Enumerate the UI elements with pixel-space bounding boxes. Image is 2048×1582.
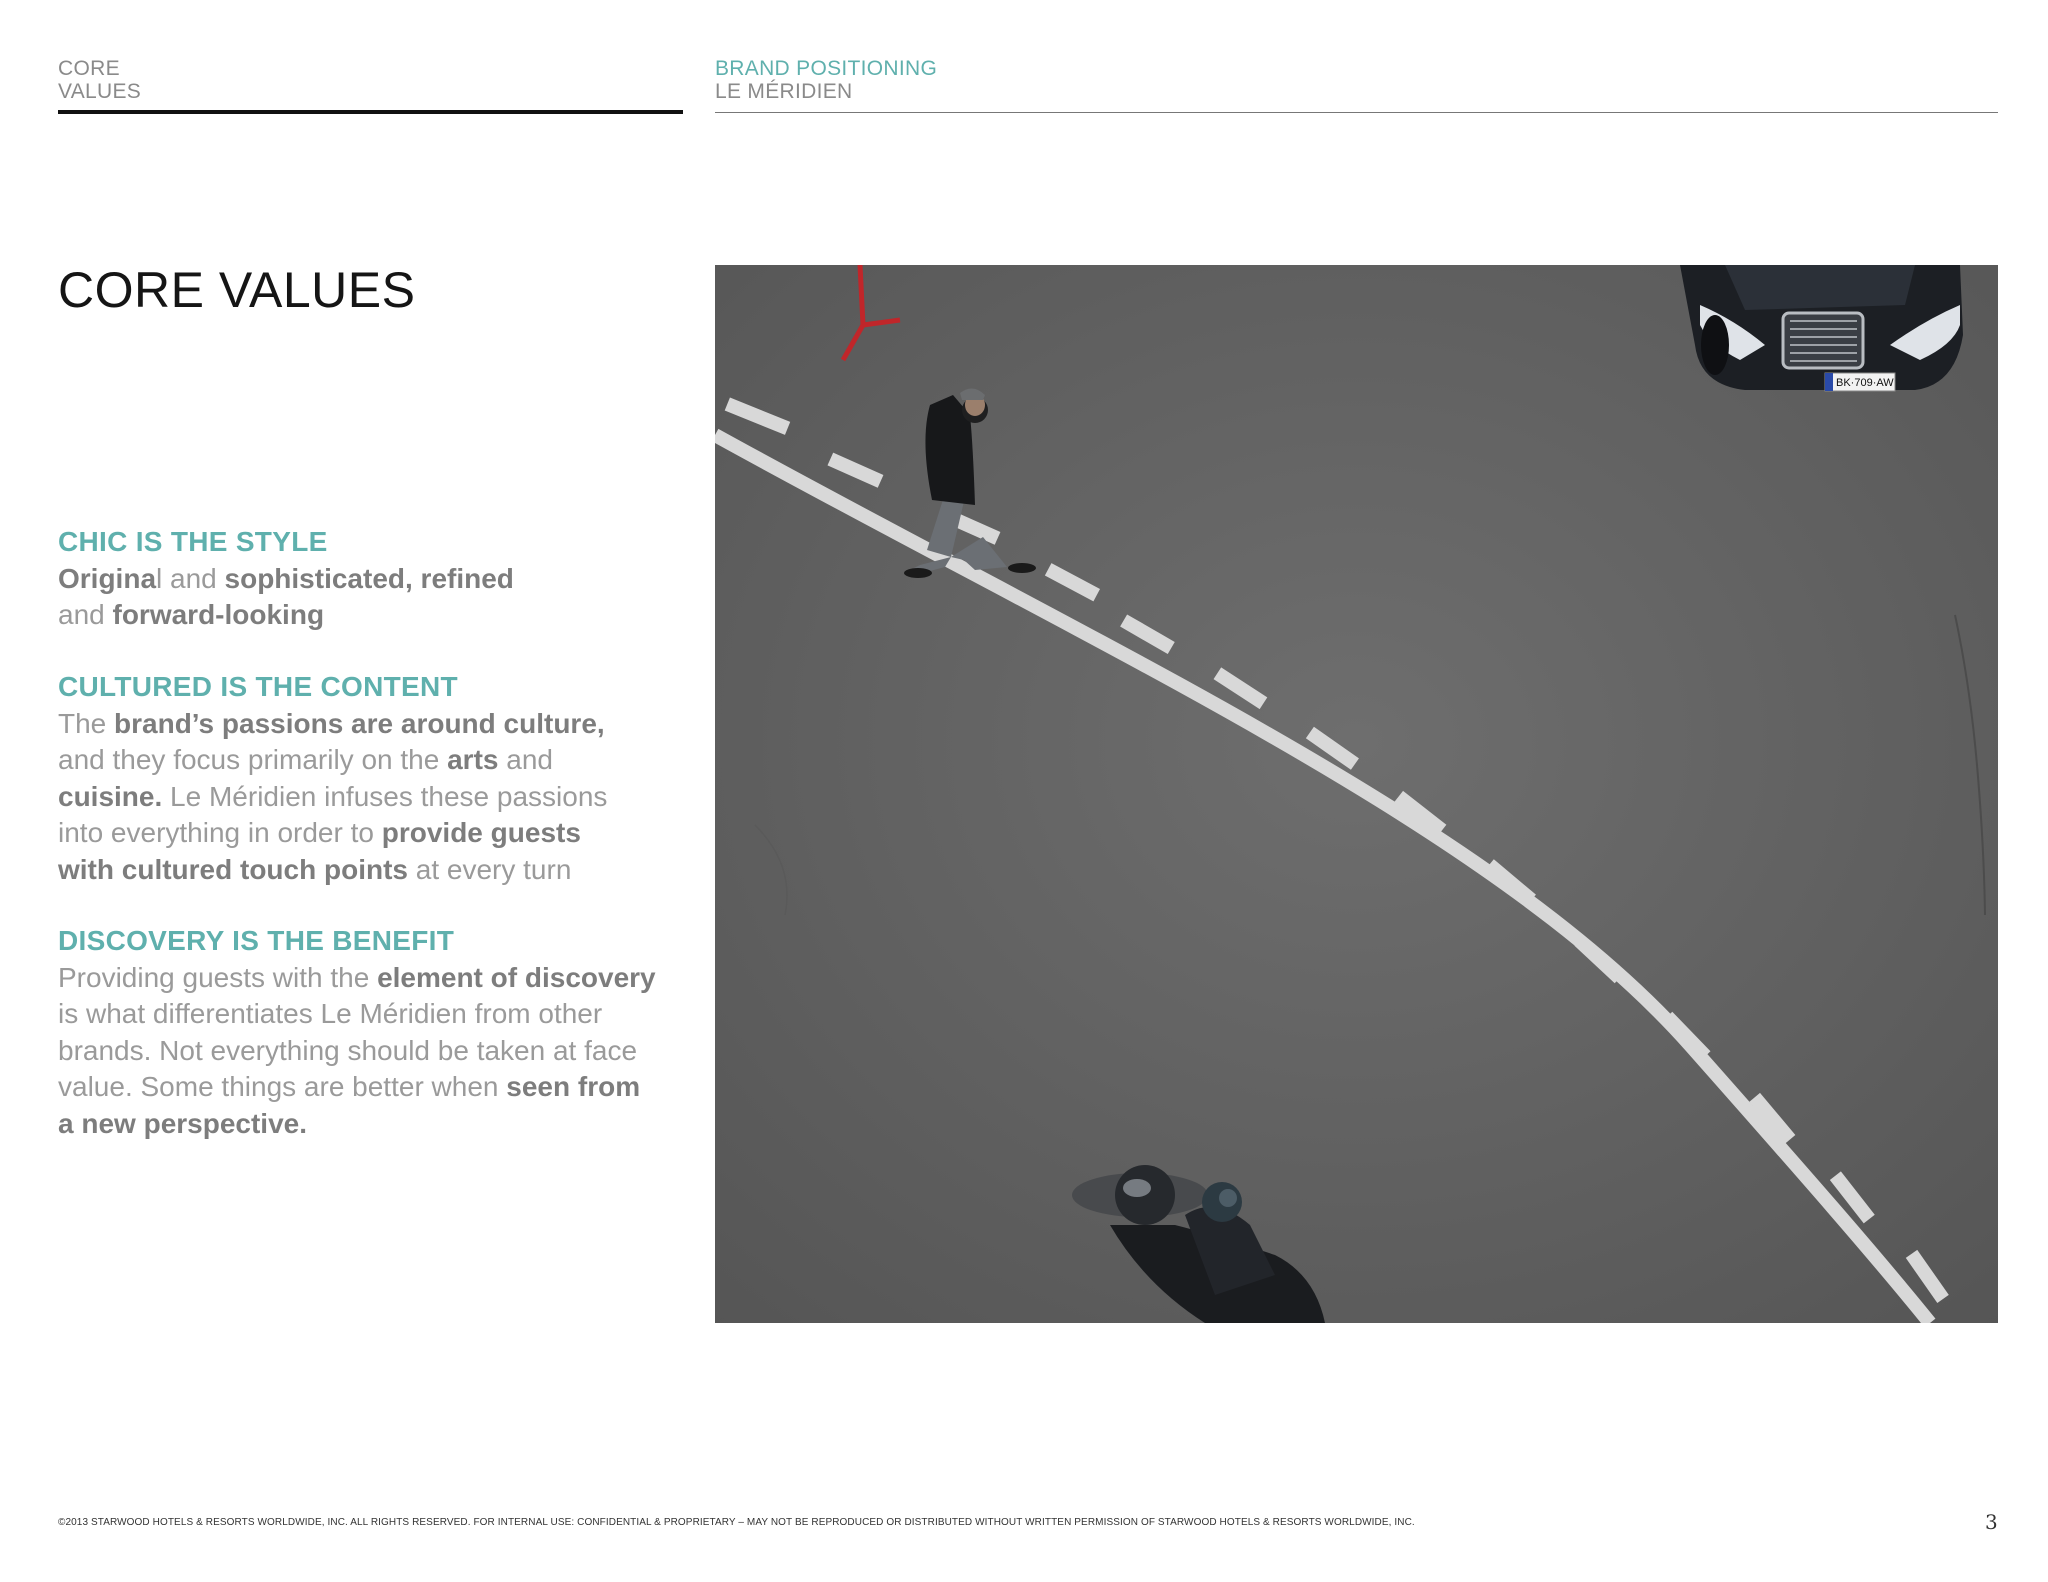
emphasis-text: with cultured touch points <box>58 853 408 885</box>
header-right-line1: BRAND POSITIONING <box>715 57 938 80</box>
black-car <box>1680 265 1963 391</box>
body-text: value. Some things are better when <box>58 1071 507 1102</box>
body-text: is what differentiates Le Méridien from other <box>58 998 603 1029</box>
emphasis-text: cuisine. <box>58 780 163 812</box>
emphasis-text: a new perspective. <box>58 1107 308 1139</box>
value-section-chic <box>58 524 678 634</box>
header-rule-right <box>715 112 1998 113</box>
street-photo <box>715 265 1998 1323</box>
page-number: 3 <box>1985 1510 1998 1534</box>
section-heading: CHIC IS THE STYLE <box>58 526 328 557</box>
emphasis-text: Origina <box>58 562 157 594</box>
section-body <box>58 960 678 1143</box>
body-text: brands. Not everything should be taken at face <box>58 1034 638 1066</box>
header-left-line2: VALUES <box>58 80 142 103</box>
emphasis-text: arts <box>447 744 499 775</box>
body-text: and <box>58 599 113 630</box>
section-body <box>58 561 678 634</box>
section-heading: CULTURED IS THE CONTENT <box>58 671 458 702</box>
page-title: CORE VALUES <box>58 262 416 318</box>
emphasis-text: brand’s passions are around culture, <box>114 707 605 739</box>
body-text: into everything in order to <box>58 817 382 848</box>
body-text: Le Méridien infuses these passions <box>162 780 608 812</box>
emphasis-text: provide guests <box>381 817 581 848</box>
emphasis-text: seen from <box>506 1071 641 1102</box>
header-right-line2: LE MÉRIDIEN <box>715 80 853 103</box>
emphasis-text: forward-looking <box>112 599 325 630</box>
section-heading: DISCOVERY IS THE BENEFIT <box>58 925 455 956</box>
body-text: Providing guests with the <box>58 961 378 993</box>
body-text: The <box>58 707 115 739</box>
section-body <box>58 706 678 889</box>
header-rule-left <box>58 110 683 114</box>
license-plate-text: BK·709·AW <box>1836 377 1894 389</box>
emphasis-text: element of discovery <box>377 961 656 993</box>
footer-copyright: ©2013 STARWOOD HOTELS & RESORTS WORLDWIDE, INC. ALL RIGHTS RESERVED. FOR INTERNAL USE: CONFIDENTIAL & PROPRIETARY – MAY NOT BE REPRODUCED OR DISTRIBUTED WITHOUT WRITTEN PERMISSION OF STARWOOD HOTELS & RESORTS WORLDWIDE, INC. <box>58 1517 1415 1528</box>
body-text: l and <box>156 562 225 594</box>
value-section-discovery <box>58 923 678 1142</box>
emphasis-text: sophisticated, refined <box>224 562 514 594</box>
header-document-label <box>715 57 937 103</box>
body-text: and <box>498 744 553 775</box>
body-text: and they focus primarily on the <box>58 744 448 775</box>
header-left-line1: CORE <box>58 57 120 80</box>
body-text: at every turn <box>407 853 572 885</box>
value-section-cultured <box>58 669 678 888</box>
header-section-label <box>58 57 141 103</box>
